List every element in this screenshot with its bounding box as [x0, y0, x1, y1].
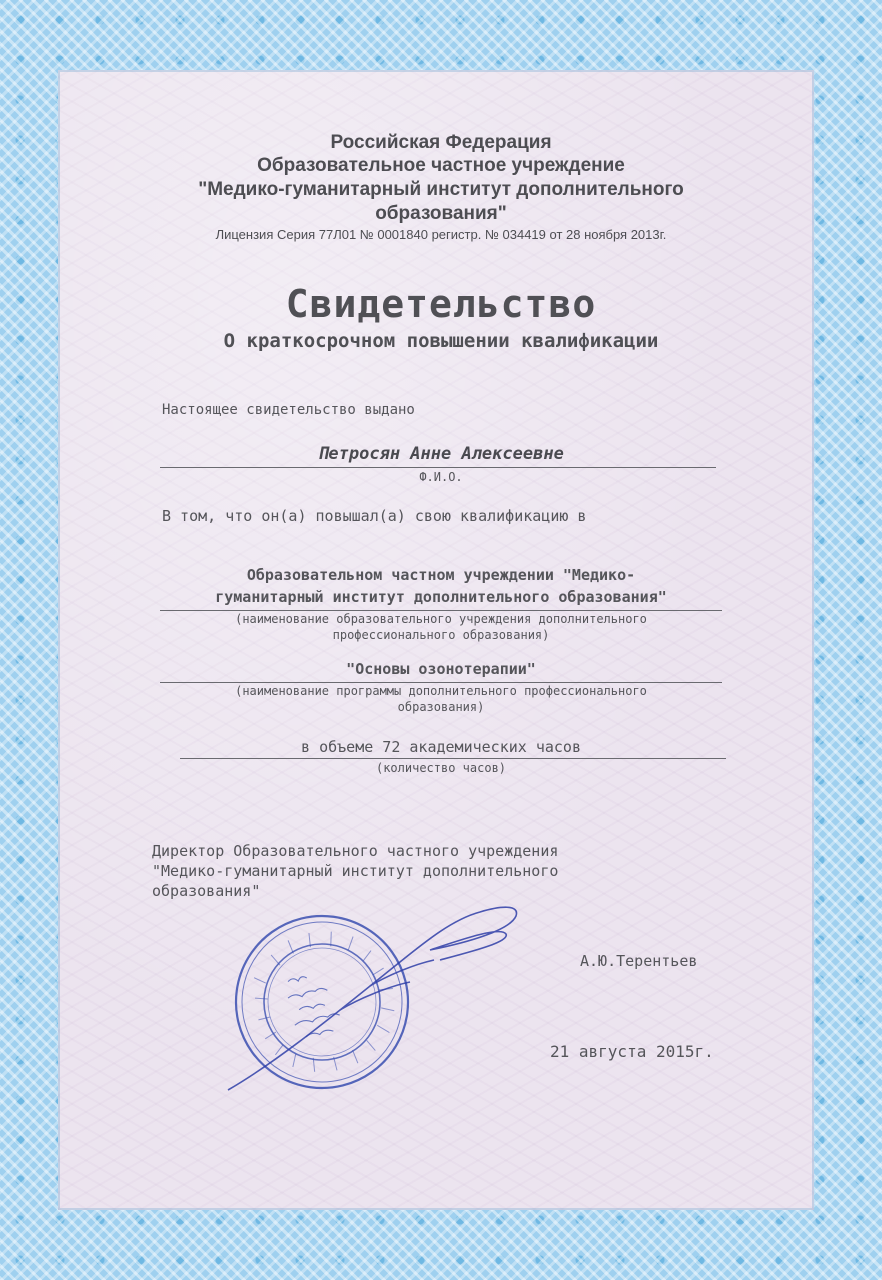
name-caption: Ф.И.О.: [419, 470, 463, 484]
hours-caption: (количество часов): [375, 761, 507, 775]
program-caption1: (наименование программы дополнительного профессионального: [235, 684, 647, 698]
director-title-line2: "Медико-гуманитарный институт дополнительного: [152, 862, 559, 880]
institution-underline: [160, 610, 722, 611]
header-org-name-cont: образования": [375, 203, 507, 224]
issue-date: 21 августа 2015г.: [550, 1042, 714, 1061]
issued-to-label: Настоящее свидетельство выдано: [162, 402, 415, 418]
certificate-subtitle: О краткосрочном повышении квалификации: [223, 330, 659, 352]
director-name: А.Ю.Терентьев: [580, 952, 698, 970]
institution-caption1: (наименование образовательного учреждения дополнительного: [235, 612, 647, 626]
program-name: "Основы озонотерапии": [346, 660, 536, 678]
name-underline: [160, 467, 716, 468]
program-caption2: образования): [397, 700, 485, 714]
director-title-line1: Директор Образовательного частного учреждения: [152, 842, 559, 860]
header-org-type: Образовательное частное учреждение: [257, 155, 625, 176]
header-country: Российская Федерация: [330, 132, 552, 153]
institution-caption2: профессионального образования): [332, 628, 550, 642]
institution-line2: гуманитарный институт дополнительного образования": [215, 588, 667, 606]
header-license: Лицензия Серия 77Л01 № 0001840 регистр. № 034419 от 28 ноября 2013г.: [215, 227, 667, 242]
header-org-name: "Медико-гуманитарный институт дополнительного: [198, 179, 684, 200]
program-underline: [160, 682, 722, 683]
recipient-name: Петросян Анне Алексеевне: [318, 444, 564, 464]
certificate-title: Свидетельство: [285, 282, 597, 326]
director-signature: [220, 890, 540, 1100]
hours-text: в объеме 72 академических часов: [301, 738, 581, 756]
director-title-line3: образования": [152, 882, 261, 900]
institution-line1: Образовательном частном учреждении "Медико-: [246, 566, 636, 584]
statement-text: В том, что он(а) повышал(а) свою квалификацию в: [162, 507, 587, 525]
hours-underline: [180, 758, 726, 759]
